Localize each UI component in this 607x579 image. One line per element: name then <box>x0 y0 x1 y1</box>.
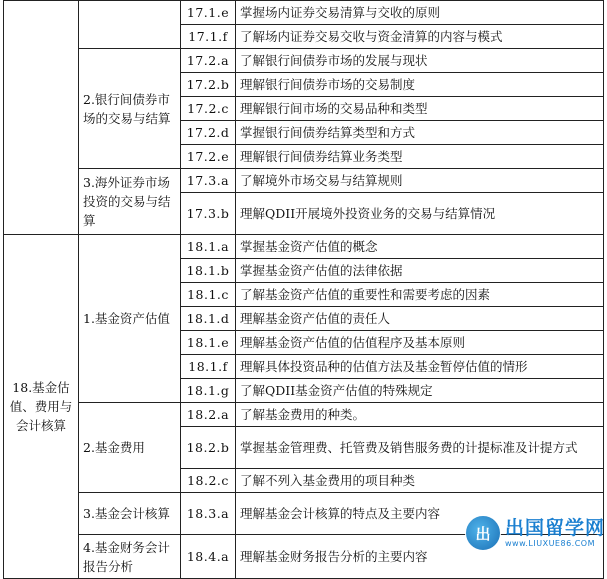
objective-text: 了解不列入基金费用的项目种类 <box>236 469 604 493</box>
objective-code: 17.2.b <box>181 73 236 97</box>
objective-text: 掌握银行间债券结算类型和方式 <box>236 121 604 145</box>
objective-text: 理解具体投资品种的估值方法及基金暂停估值的情形 <box>236 355 604 379</box>
objective-code: 18.2.a <box>181 403 236 427</box>
table-row <box>4 1 604 25</box>
objective-text: 理解银行间市场的交易品种和类型 <box>236 97 604 121</box>
objective-code: 17.2.d <box>181 121 236 145</box>
section-cell: 3.基金会计核算 <box>79 493 181 535</box>
objective-text: 掌握场内证券交易清算与交收的原则 <box>236 1 604 25</box>
objective-text: 掌握基金资产估值的概念 <box>236 235 604 259</box>
chapter-cell <box>4 1 79 235</box>
table-row <box>4 49 604 73</box>
objective-code: 17.2.e <box>181 145 236 169</box>
table-row <box>4 235 604 259</box>
objective-code: 18.1.e <box>181 331 236 355</box>
objective-text: 掌握基金管理费、托管费及销售服务费的计提标准及计提方式 <box>236 427 604 469</box>
objective-text: 理解银行间债券市场的交易制度 <box>236 73 604 97</box>
objective-text: 理解银行间债券结算业务类型 <box>236 145 604 169</box>
section-cell: 1.基金资产估值 <box>79 235 181 403</box>
section-cell: 2.基金费用 <box>79 403 181 493</box>
objective-code: 18.4.a <box>181 535 236 579</box>
objective-code: 18.1.a <box>181 235 236 259</box>
objective-text: 理解QDII开展境外投资业务的交易与结算情况 <box>236 193 604 235</box>
objective-code: 17.3.a <box>181 169 236 193</box>
section-cell: 2.银行间债券市场的交易与结算 <box>79 49 181 169</box>
section-cell: 3.海外证券市场投资的交易与结算 <box>79 169 181 235</box>
section-cell: 4.基金财务会计报告分析 <box>79 535 181 579</box>
section-cell <box>79 1 181 49</box>
table-row <box>4 403 604 427</box>
objective-text: 了解银行间债券市场的发展与现状 <box>236 49 604 73</box>
objective-text: 了解境外市场交易与结算规则 <box>236 169 604 193</box>
objective-code: 18.1.g <box>181 379 236 403</box>
objective-code: 17.3.b <box>181 193 236 235</box>
objective-code: 17.2.a <box>181 49 236 73</box>
objective-code: 18.2.c <box>181 469 236 493</box>
objective-text: 了解基金资产估值的重要性和需要考虑的因素 <box>236 283 604 307</box>
objective-text: 理解基金会计核算的特点及主要内容 <box>236 493 604 535</box>
watermark-title: 出国留学网 <box>504 516 605 539</box>
objective-text: 了解场内证券交易交收与资金清算的内容与模式 <box>236 25 604 49</box>
objective-code: 18.2.b <box>181 427 236 469</box>
objective-code: 18.3.a <box>181 493 236 535</box>
watermark-url: www.LIUXUE86.COM <box>504 538 595 548</box>
objective-text: 理解基金资产估值的责任人 <box>236 307 604 331</box>
objective-code: 18.1.b <box>181 259 236 283</box>
objective-text: 理解基金财务报告分析的主要内容 <box>236 535 604 579</box>
site-watermark <box>445 514 605 552</box>
objective-code: 17.1.f <box>181 25 236 49</box>
objective-code: 18.1.f <box>181 355 236 379</box>
watermark-text <box>504 516 605 548</box>
objective-text: 了解QDII基金资产估值的特殊规定 <box>236 379 604 403</box>
objective-text: 了解基金费用的种类。 <box>236 403 604 427</box>
objective-text: 掌握基金资产估值的法律依据 <box>236 259 604 283</box>
objective-code: 17.2.c <box>181 97 236 121</box>
watermark-logo: 出 <box>465 515 501 551</box>
objective-code: 18.1.c <box>181 283 236 307</box>
chapter-cell: 18.基金估值、费用与会计核算 <box>4 235 79 579</box>
syllabus-table <box>3 0 604 579</box>
objective-code: 18.1.d <box>181 307 236 331</box>
objective-text: 理解基金资产估值的估值程序及基本原则 <box>236 331 604 355</box>
table-row <box>4 169 604 193</box>
objective-code: 17.1.e <box>181 1 236 25</box>
